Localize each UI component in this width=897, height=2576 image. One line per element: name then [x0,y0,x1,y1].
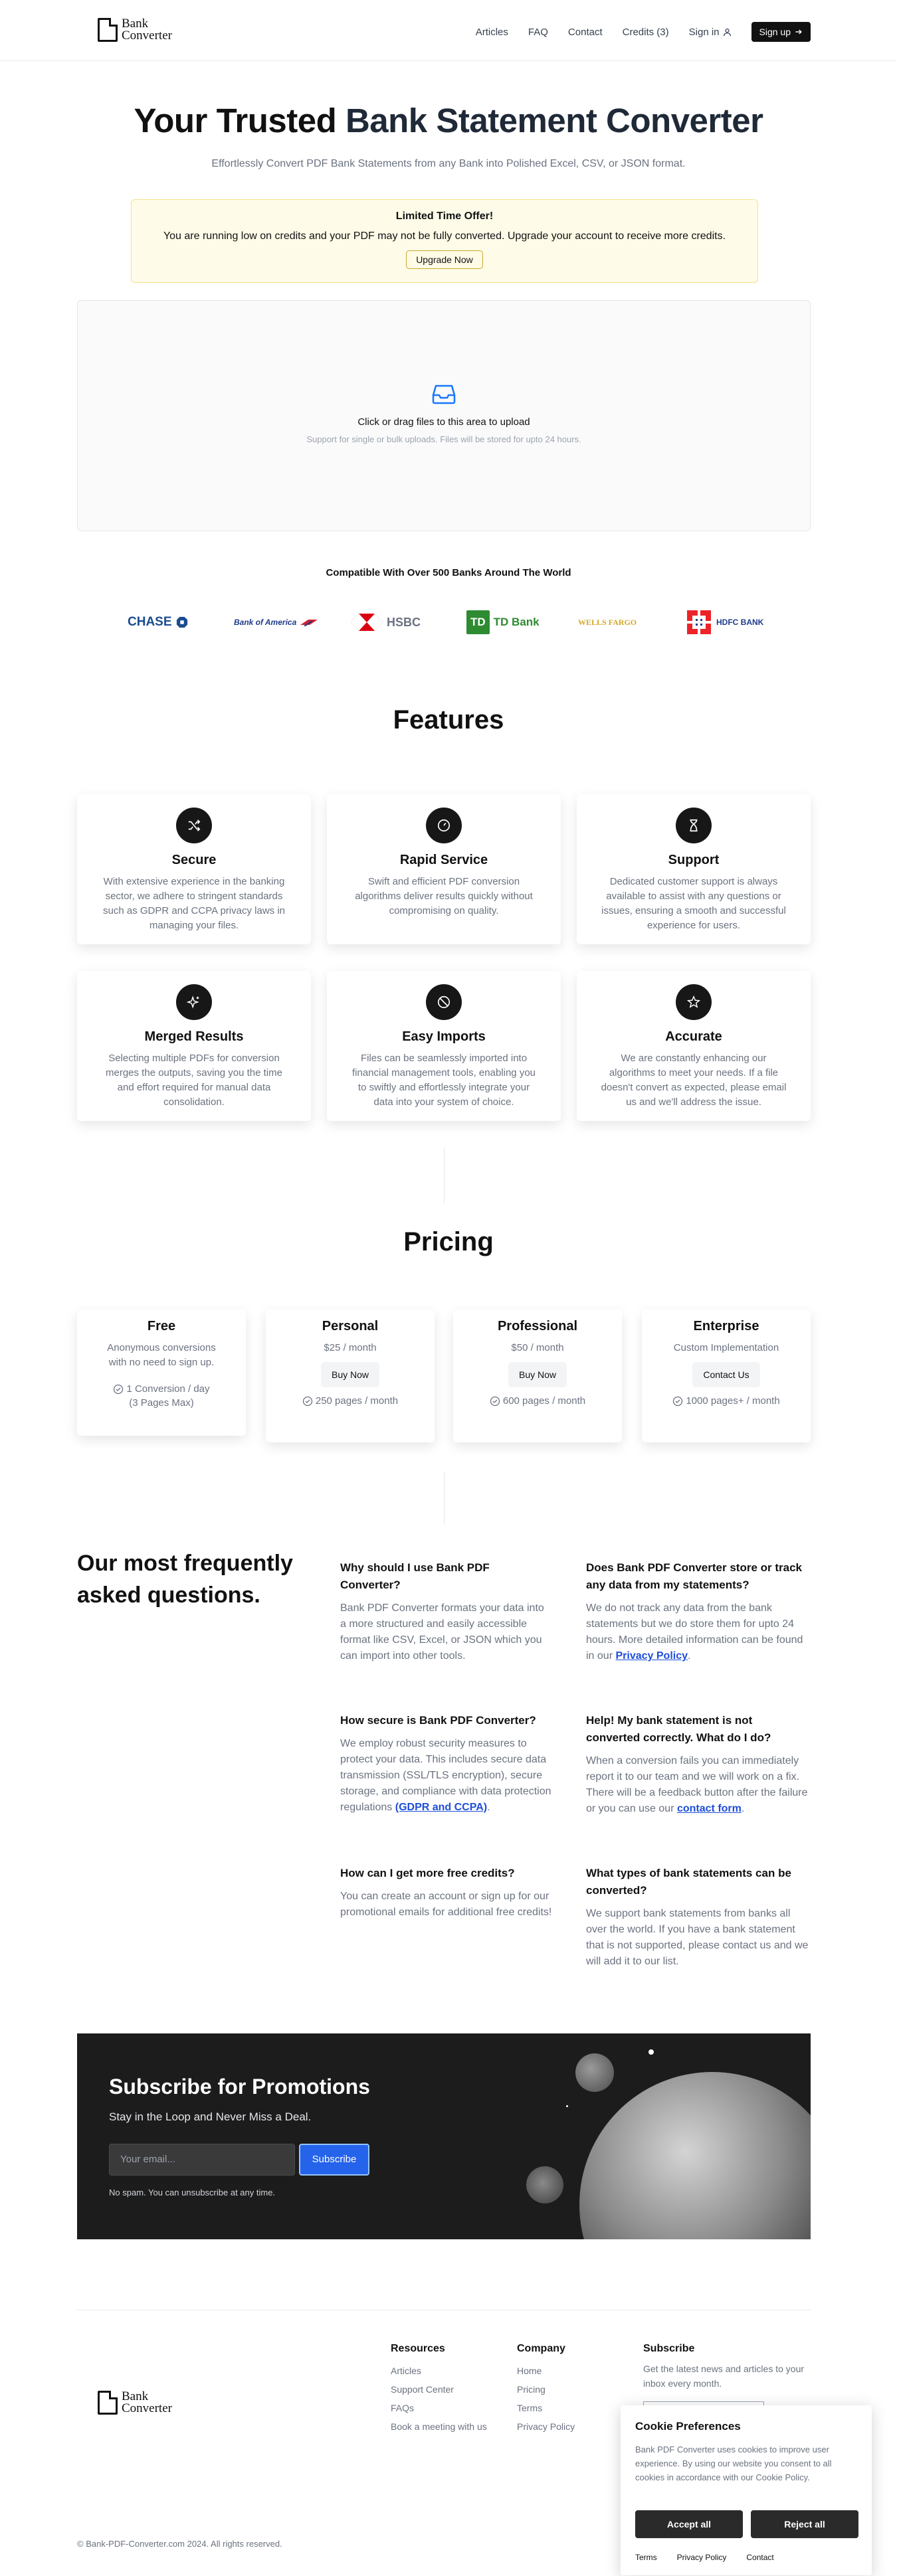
plan-limit: 600 pages / month [453,1395,622,1407]
wells-fargo-logo: WELLS FARGO [578,617,637,627]
star-dot [648,2049,654,2055]
offer-title: Limited Time Offer! [395,211,494,222]
faq-item [586,1559,809,1664]
plan-card-personal [266,1310,435,1442]
faq-question: Does Bank PDF Converter store or track any data from my statements? [586,1561,802,1591]
hero-title-b: Bank Statement Converter [345,102,763,139]
hourglass-icon [676,808,712,843]
plan-card-free [77,1310,246,1436]
faq-answer: We do not track any data from the bank statements but we do store them for upto 24 hours. More detailed information can be found in our Privacy Policy. [586,1602,803,1662]
cookie-terms-link[interactable]: Terms [635,2553,657,2562]
promo-email-input[interactable]: Your email... [109,2144,295,2176]
offer-message: You are running low on credits and your PDF may not be fully converted. Upgrade your account to receive more credits. [163,230,726,242]
plan-limit: 1 Conversion / day [77,1383,246,1395]
check-circle-icon [672,1396,683,1407]
check-circle-icon [490,1396,500,1407]
planet-illustration [579,2072,811,2239]
footer-link[interactable]: Book a meeting with us [391,2421,487,2432]
feature-title: Support [668,853,720,867]
td-bank-logo: TD TD Bank [466,606,540,639]
footer-link[interactable]: Home [517,2365,542,2376]
upload-secondary-text: Support for single or bulk uploads. Files will be stored for upto 24 hours. [306,434,581,444]
cookie-contact-link[interactable]: Contact [746,2553,774,2562]
pricing-title: Pricing [403,1227,494,1256]
chase-logo: CHASE [128,606,188,639]
footer-company [517,2343,575,2436]
footer-link[interactable]: Support Center [391,2384,454,2395]
footer-resources [391,2343,487,2436]
gauge-icon [426,808,462,843]
faq-answer: When a conversion fails you can immediately report it to our team and we will work on a fix. There will be a feedback button after the failure or you can use our contact form. [586,1755,808,1814]
footer-link[interactable]: FAQs [391,2403,415,2413]
plan-card-enterprise [642,1310,811,1442]
inbox-icon [431,381,457,407]
hdfc-logo: HDFC BANK [686,606,763,639]
faq-answer: Bank PDF Converter formats your data into a more structured and easily accessible format like CSV, Excel, or JSON which you can import into other tools. [340,1602,544,1662]
nav-faq[interactable]: FAQ [528,26,548,38]
brand-logo[interactable] [98,18,172,42]
feature-card [327,971,561,1121]
arrow-right-icon [795,28,803,36]
buy-now-button[interactable]: Buy Now [508,1362,567,1387]
promo-subtitle: Stay in the Loop and Never Miss a Deal. [109,2110,312,2123]
feature-card [77,794,311,944]
feature-text: Swift and efficient PDF conversion algorithms deliver results quickly without compromising on quality. [355,876,533,916]
footer-heading: Resources [391,2343,445,2354]
brand-line-1: Bank [122,2389,149,2403]
hero-title [0,101,897,140]
signin-label: Sign in [688,26,720,38]
promo-title: Subscribe for Promotions [109,2075,370,2099]
sparkles-icon [176,984,212,1020]
document-icon [98,2391,118,2415]
features-title: Features [393,705,504,734]
nav-credits[interactable]: Credits (3) [622,26,669,38]
footer-logo[interactable] [98,2391,172,2415]
promo-note: No spam. You can unsubscribe at any time. [109,2188,276,2197]
td-box: TD [466,610,490,634]
check-circle-icon [113,1384,124,1395]
feature-title: Secure [171,853,217,867]
star-icon [676,984,712,1020]
footer-heading: Company [517,2343,565,2354]
cookie-text: Bank PDF Converter uses cookies to improve user experience. By using our website you consent to all cookies in accordance with our Cookie Policy. [635,2445,832,2482]
faq-answer: You can create an account or sign up for our promotional emails for additional free credits! [340,1891,552,1918]
check-circle-icon [302,1396,313,1407]
faq-question: How secure is Bank PDF Converter? [340,1714,536,1727]
main-nav [476,22,811,42]
hdfc-square-icon [686,609,712,636]
footer-subscribe-text: Get the latest news and articles to your inbox every month. [643,2363,805,2389]
upload-dropzone[interactable] [77,300,811,531]
section-divider [444,1148,445,1203]
offer-banner [131,199,758,283]
hero-subtitle: Effortlessly Convert PDF Bank Statements from any Bank into Polished Excel, CSV, or JSON format. [211,158,686,169]
plan-limit: 1000 pages+ / month [642,1395,811,1407]
upgrade-button[interactable]: Upgrade Now [406,250,483,269]
moon-illustration [575,2053,614,2092]
faq-item [340,1712,553,1816]
feature-title: Accurate [665,1029,722,1044]
nav-contact[interactable]: Contact [567,26,603,38]
faq-item [340,1865,553,1921]
feature-title: Merged Results [144,1029,244,1044]
no-entry-icon [426,984,462,1020]
compatibility-heading: Compatible With Over 500 Banks Around The World [326,567,571,578]
plan-limit-note: (3 Pages Max) [129,1397,194,1409]
feature-text: With extensive experience in the banking sector, we adhere to stringent standards such as GDPR and CCPA privacy laws in managing your files. [103,876,285,931]
feature-card [577,971,811,1121]
feature-title: Easy Imports [402,1029,486,1044]
cookie-privacy-link[interactable]: Privacy Policy [676,2553,727,2562]
cookie-links [635,2553,774,2562]
site-header [0,0,897,61]
bank-of-america-logo: Bank of America [234,606,318,639]
faq-item [586,1712,809,1817]
hsbc-logo: HSBC [351,606,421,639]
brand-line-1: Bank [122,17,149,31]
user-icon [723,28,732,37]
faq-item [586,1865,809,1970]
contact-us-button[interactable]: Contact Us [692,1362,759,1387]
gdpr-ccpa-link[interactable]: (GDPR and CCPA) [395,1802,488,1813]
feature-text: Dedicated customer support is always available to assist with any questions or issues, ensuring a smooth and successful experience for users. [601,876,786,931]
feature-text: Files can be seamlessly imported into financial management tools, enabling you to swiftly and effortlessly integrate your data into your system of choice. [351,1053,536,1108]
feature-text: Selecting multiple PDFs for conversion merges the outputs, saving you the time and effort required for manual data consolidation. [106,1053,282,1108]
signup-button[interactable] [751,22,811,42]
footer-link[interactable]: Pricing [517,2384,546,2395]
chase-octagon-icon [176,616,188,628]
section-divider [444,1472,445,1525]
contact-form-link[interactable]: contact form [676,1803,742,1814]
faq-question: Why should I use Bank PDF Converter? [340,1561,490,1591]
signup-label: Sign up [759,27,791,37]
faq-question: How can I get more free credits? [340,1867,515,1879]
plan-name: Free [147,1319,176,1333]
promo-banner [77,2033,811,2239]
brand-line-2: Converter [122,2401,172,2415]
plan-price: Custom Implementation [673,1342,779,1353]
faq-question: What types of bank statements can be converted? [586,1867,791,1897]
footer-link[interactable]: Terms [517,2403,543,2413]
faq-title: Our most frequently asked questions. [77,1551,293,1608]
plan-name: Enterprise [693,1319,759,1333]
boa-flag-icon [300,618,318,626]
feature-text: We are constantly enhancing our algorithms to meet your needs. If a file doesn't convert as expected, please email us and we'll address the issue. [601,1053,787,1108]
feature-card [77,971,311,1121]
plan-card-professional [453,1310,622,1442]
buy-now-button[interactable]: Buy Now [321,1362,379,1387]
copyright: © Bank-PDF-Converter.com 2024. All rights reserved. [77,2539,282,2549]
plan-limit: 250 pages / month [266,1395,435,1407]
nav-articles[interactable]: Articles [475,26,508,38]
plan-price: $25 / month [324,1342,377,1353]
subscribe-button[interactable]: Subscribe [299,2144,369,2176]
footer-link[interactable]: Privacy Policy [517,2421,575,2432]
plan-name: Personal [322,1319,379,1333]
privacy-policy-link[interactable]: Privacy Policy [615,1650,688,1662]
plan-name: Professional [497,1319,578,1333]
brand-line-2: Converter [122,29,172,43]
accept-all-button[interactable]: Accept all [635,2510,743,2538]
document-icon [98,18,118,42]
star-dot [566,2105,568,2107]
moon-illustration [526,2166,563,2203]
faq-answer: We employ robust security measures to protect your data. This includes secure data transmission (SSL/TLS encryption), secure storage, and compliance with data protection regulations (GDPR and CCPA). [340,1738,551,1813]
cookie-title: Cookie Preferences [635,2420,741,2433]
feature-title: Rapid Service [399,853,488,867]
upload-primary-text: Click or drag files to this area to upload [357,416,530,428]
footer-subscribe [643,2343,809,2391]
footer-link[interactable]: Articles [391,2365,421,2376]
faq-item [340,1559,553,1664]
cookie-dialog [621,2405,872,2575]
signin-link[interactable] [689,27,732,38]
feature-card [327,794,561,944]
plan-price: $50 / month [511,1342,564,1353]
faq-question: Help! My bank statement is not converted correctly. What do I do? [586,1714,771,1744]
faq-answer: We support bank statements from banks all over the world. If you have a bank statement that is not supported, please contact us and we will add it to our list. [586,1908,809,1967]
plan-price: Anonymous conversions with no need to sign up. [107,1342,216,1368]
footer-heading: Subscribe [643,2343,695,2354]
reject-all-button[interactable]: Reject all [751,2510,858,2538]
shuffle-icon [176,808,212,843]
hsbc-hexagon-icon [351,614,383,631]
bank-logos [0,606,897,639]
hero-title-a: Your Trusted [134,102,337,139]
feature-card [577,794,811,944]
